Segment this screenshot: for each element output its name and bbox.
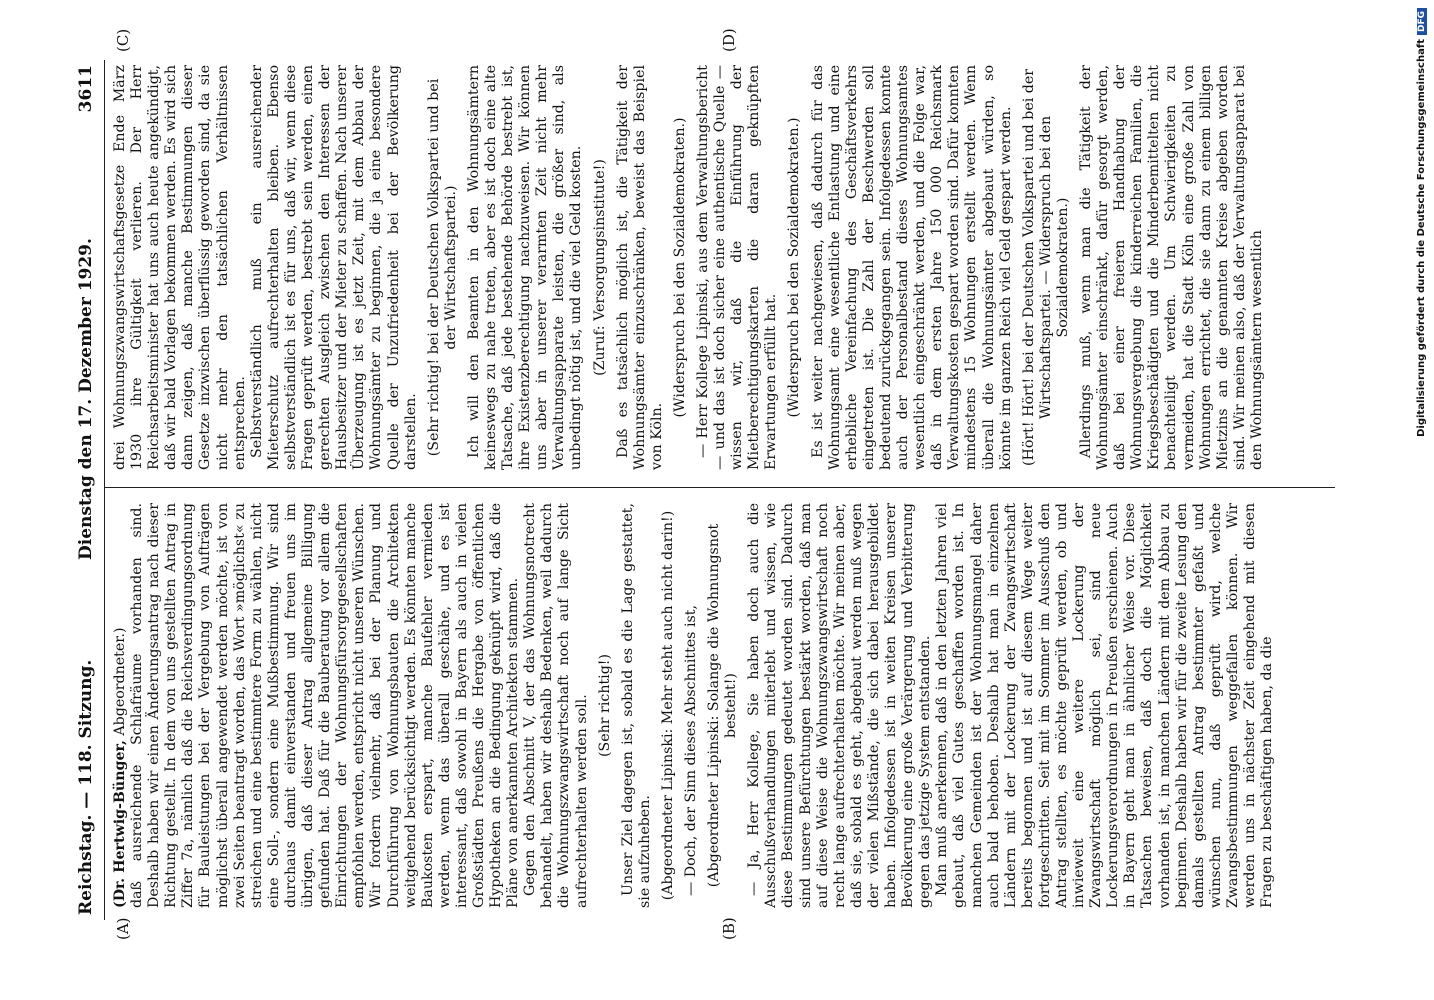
margin-letter-b: (B) — [720, 917, 738, 940]
paragraph: — Doch, der Sinn dieses Abschnittes ist, — [683, 605, 699, 896]
paragraph: Ich will den Beamten in den Wohnungsämtern keineswegs zu nahe treten, aber es ist doch eine alte Tatsache, daß jede bestehende Behörde bestrebt ist, ihre Existenzberechtigung nachzuweisen. Wir können uns aber in unserer verarmten Zeit nicht mehr Verwaltungsapparate leisten, die größer sind, als unbedingt nötig ist, und die viel Geld kosten. — [465, 65, 585, 470]
header-session: Reichstag. — 118. Sitzung. — [76, 659, 96, 915]
interjection: (Abgeordneter Lipinski: Mehr steht auch nicht darin!) — [659, 510, 676, 901]
header-date: Dienstag den 17. Dezember 1929. — [76, 238, 96, 560]
interjection: (Abgeordneter Lipinski: Solange die Wohnungsnot besteht!) — [706, 523, 740, 888]
interjection: (Hört! Hört! bei der Deutschen Volkspartei und bei der Wirtschaftspartei. — Widerspruch bei den Sozialdemokraten.) — [1020, 68, 1071, 467]
paragraph: Man muß anerkennen, daß in den letzten Jahren viel gebaut, daß viel Gutes geschaffen worden ist. In manchen Gemeinden ist der Wohnungsmangel daher auch bald behoben. Deshalb hat man in einzelnen Ländern mit der Lockerung der Zwangswirtschaft bereits begonnen und ist auf diesem Wege weiter fortgeschritten. Seit mit im Sommer im Ausschuß den Antrag stellten, es möchte geprüft werden, ob und inwieweit eine weitere Lockerung der Zwangswirtschaft möglich sei, sind neue Lockerungsverordnungen in Preußen erschienen. Auch in Bayern geht man in ähnlicher Weise vor. Diese Tatsachen beweisen, daß doch die Möglichkeit vorhanden ist, in manchen Ländern mit dem Abbau zu beginnen. Deshalb haben wir für die zweite Lesung den damals gestellten Antrag bestimmter gefaßt und wünschen nun, daß geprüft wird, welche Zwangsbestimmungen weggefallen können. Wir werden uns in nächster Zeit eingehend mit diesen Fragen zu beschäftigen haben, da die — [934, 503, 1276, 908]
page-header — [70, 55, 104, 925]
page-number: 3611 — [76, 65, 96, 113]
speaker-role: Abgeordneter.) — [112, 627, 128, 736]
left-column — [112, 503, 1327, 908]
paragraph: Unser Ziel dagegen ist, sobald es die Lage gestattet, sie aufzuheben. — [619, 503, 653, 908]
margin-letter-d: (D) — [720, 28, 738, 52]
paragraph: drei Wohnungszwangswirtschaftsgesetze Ende März 1930 ihre Gültigkeit verlieren. Der Herr Reichsarbeitsminister hat uns auch heute angekündigt, daß wir bald Vorlagen bekommen werden. Es wird sich dann zeigen, daß manche Bestimmungen dieser Gesetze inzwischen überflüssig geworden sind, da sie nicht mehr den tatsächlichen Verhältnissen entsprechen. — [112, 65, 248, 470]
interjection: (Sehr richtig!) — [596, 653, 613, 758]
paragraph: Daß es tatsächlich möglich ist, die Tätigkeit der Wohnungsämter einzuschränken, beweist das Beispiel von Köln. — [614, 65, 665, 470]
paragraph — [112, 503, 129, 908]
header-rule — [104, 60, 105, 920]
dfg-logo-icon: DFG — [1417, 8, 1427, 35]
paragraph: — Herr Kollege Lipinski, aus dem Verwaltungsbericht — und das ist doch sicher eine authentische Quelle — wissen wir, daß die Einführung der Mietberechtigungskarten die daran geknüpften Erwartungen erfüllt hat. — [695, 65, 780, 470]
paragraph: daß ausreichende Schlafräume vorhanden sind. Deshalb haben wir einen Änderungsantrag nach dieser Richtung gestellt. In dem von uns gestellten Antrag in Ziffer 7a, nämlich daß die Reichsverdingungsordnung für Bauleistungen bei der Vergebung von Aufträgen möglichst überall angewendet werden möchte, ist von zwei Seiten beantragt worden, das Wort »möglichst« zu streichen und eine bestimmtere Form zu wählen, nicht eine Soll-, sondern eine Mußbestimmung. Wir sind durchaus damit einverstanden und freuen uns im übrigen, daß dieser Antrag allgemeine Billigung gefunden hat. Daß für die Bauberatung vor allem die Einrichtungen der Wohnungsfürsorgegesellschaften empfohlen werden, entspricht nicht unseren Wünschen. Wir fordern vielmehr, daß bei der Planung und Durchführung von Wohnungsbauten die Architekten weitgehend berücksichtigt werden. Es könnten manche Baukosten erspart, manche Baufehler vermieden werden, wenn das überall geschähe, und es ist interessant, daß sowohl in Bayern als auch in vielen Großstädten Preußens die Hergabe von öffentlichen Hypotheken an die Bedingung geknüpft wird, daß die Pläne von anerkannten Architekten stammen. — [129, 503, 522, 908]
margin-letter-a: (A) — [114, 917, 132, 940]
paragraph: Selbstverständlich muß ein ausreichender Mieterschutz aufrechterhalten bleiben. Ebenso selbstverständlich ist es für uns, daß wir, wenn diese Fragen geprüft werden, bestrebt sein werden, einen gerechten Ausgleich zwischen den Interessen der Hausbesitzer und der Mieter zu schaffen. Nach unserer Überzeugung ist es jetzt Zeit, mit dem Abbau der Wohnungsämter zu beginnen, die ja eine besondere Quelle der Unzufriedenheit bei der Bevölkerung darstellen. — [248, 65, 419, 470]
margin-letter-c: (C) — [114, 28, 132, 52]
speaker-name: (Dr. Hertwig-Bünger, — [112, 740, 128, 908]
interjection: (Widerspruch bei den Sozialdemokraten.) — [786, 117, 803, 418]
paragraph: Gegen den Abschnitt V, der das Wohnungsnotrecht behandelt, haben wir deshalb Bedenken, weil dadurch die Wohnungszwangswirtschaft noch auf lange Sicht aufrechterhalten werden soll. — [522, 503, 590, 908]
paragraph: Allerdings muß, wenn man die Tätigkeit der Wohnungsämter einschränkt, dafür gesorgt werden, daß bei einer freieren Handhabung der Wohnungsvergebung die kinderreichen Familien, die Kriegsbeschädigten und die Minderbemittelten nicht benachteiligt werden. Um Schwierigkeiten zu vermeiden, hat die Stadt Köln eine große Zahl von Wohnungen errichtet, die sie dann zu einem billigen Mietzins an die genannten Kreise abgeben worden sind. Wir meinen also, daß der Verwaltungsapparat bei den Wohnungsämtern wesentlich — [1077, 65, 1265, 470]
digitization-credit — [1416, 8, 1430, 993]
column-divider — [105, 487, 1335, 488]
paragraph: Es ist weiter nachgewiesen, daß dadurch für das Wohnungsamt eine wesentliche Entlastung und eine erhebliche Vereinfachung des Geschäftsverkehrs eingetreten ist. Die Zahl der Beschwerden soll bedeutend zurückgegangen sein. Infolgedessen konnte auch der Personalbestand dieses Wohnungsamtes wesentlich eingeschränkt werden, und die Folge war, daß in dem ersten Jahre 150 000 Reichsmark Verwaltungskosten gespart worden sind. Dafür konnten mindestens 15 Wohnungen erstellt werden. Wenn überall die Wohnungsämter abgebaut würden, so könnte im ganzen Reich viel Geld gespart werden. — [809, 65, 1014, 470]
right-column — [112, 65, 1327, 470]
paragraph: — Ja, Herr Kollege, Sie haben doch auch die Ausschußverhandlungen miterlebt und wissen, wie diese Bestimmungen gedeutet worden sind. Dadurch sind unsere Befürchtungen bestärkt worden, daß man auf diese Weise die Wohnungszwangswirtschaft noch recht lange aufrechterhalten möchte. Wir meinen aber, daß sie, sobald es geht, abgebaut werden muß wegen der vielen Mißstände, die sich dabei herausgebildet haben. Infolgedessen ist in weiten Kreisen unserer Bevölkerung eine große Verärgerung und Verbitterung gegen das jetzige System entstanden. — [746, 503, 934, 908]
interjection: (Zuruf: Versorgungsinstitute!) — [591, 159, 608, 376]
digitization-note: Digitalisierung gefördert durch die Deutsche Forschungsgemeinschaft — [1416, 39, 1427, 437]
interjection: (Sehr richtig! bei der Deutschen Volkspartei und bei der Wirtschaftspartei.) — [425, 78, 459, 457]
interjection: (Widerspruch bei den Sozialdemokraten.) — [671, 117, 688, 418]
